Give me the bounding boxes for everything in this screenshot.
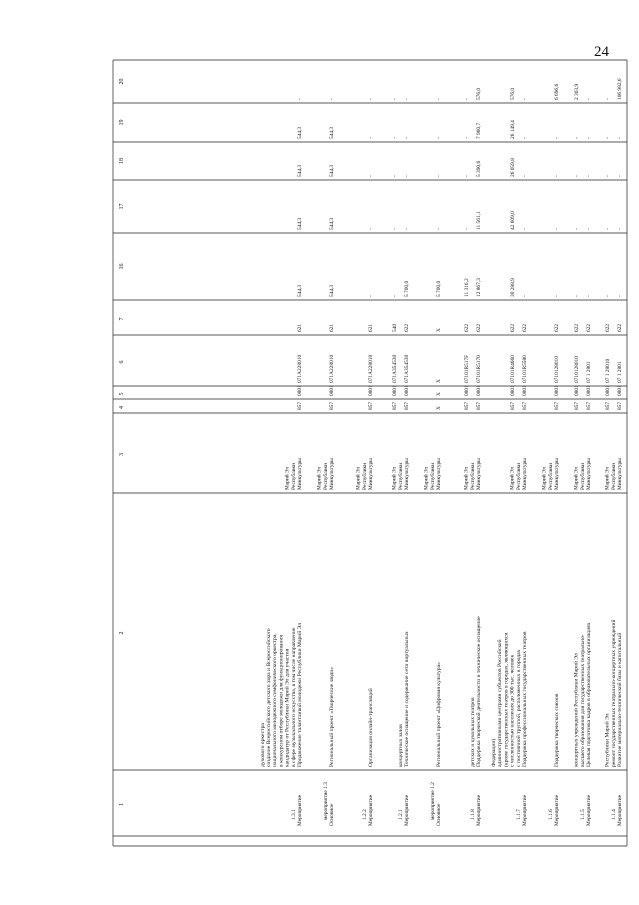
cell-c5: 0801 — [510, 385, 516, 396]
cell-c2: концертных учреждений Республики Марий Эл — [573, 653, 580, 767]
cell-c16: - — [368, 295, 374, 297]
cell-c18: - — [617, 175, 623, 177]
column-header: 5 — [119, 392, 125, 396]
cell-c4: 857 — [464, 401, 470, 410]
table-text — [119, 78, 623, 826]
cell-c6: 07 1 2801 — [617, 361, 623, 383]
cell-c1: 1.1.7 — [515, 809, 522, 820]
cell-c2: Поддержка творческой деятельности и техническое оснащение — [476, 616, 482, 767]
cell-c6: 0710128010 — [554, 356, 560, 383]
cell-c19: - — [404, 137, 410, 139]
cell-c6: 071A354530 — [404, 354, 410, 383]
cell-c4: 857 — [554, 401, 560, 410]
cell-c2: Региональный проект «Цифровая культура» — [436, 662, 442, 767]
cell-c19: - — [554, 137, 560, 139]
cell-c2: кандидатур от Республики Марий Эл для участия — [284, 648, 291, 767]
cell-c1: Мероприятие — [554, 794, 560, 826]
cell-c16: - — [574, 295, 580, 297]
cell-c6: 07 1 2801 — [586, 361, 592, 383]
cell-c1: Мероприятие — [617, 794, 623, 826]
cell-c16: 544,3 — [297, 284, 303, 297]
cell-c6: 0710128010 — [574, 356, 580, 383]
cell-c4: 857 — [586, 401, 592, 410]
cell-c3: Минкультуры — [476, 458, 482, 490]
cell-c3: Марий Эл — [355, 466, 362, 490]
cell-c3: Минкультуры — [554, 458, 560, 490]
cell-c20: 6 696,6 — [554, 83, 560, 100]
cell-c4: 857 — [617, 401, 623, 410]
cell-c17: - — [586, 228, 592, 230]
cell-c1: 1.2.1 — [397, 809, 404, 820]
cell-c7: 622 — [554, 323, 560, 332]
cell-c19: 544,3 — [329, 126, 335, 139]
cell-c3: Минкультуры — [436, 458, 442, 490]
cell-c18: - — [436, 175, 442, 177]
cell-c5: 0801 — [586, 385, 592, 396]
cell-c5: 0801 — [476, 385, 482, 396]
cell-c2: (кроме государственных театров в городах, являющихся — [503, 632, 510, 767]
cell-c7: 622 — [617, 323, 623, 332]
cell-c6: 07101R4660 — [510, 355, 516, 383]
cell-c17: - — [436, 228, 442, 230]
cell-c18: - — [605, 175, 611, 177]
cell-c20: - — [368, 98, 374, 100]
cell-c5: 0801 — [329, 385, 335, 396]
cell-c17: - — [574, 228, 580, 230]
cell-c17: - — [554, 228, 560, 230]
cell-c5: 0801 — [605, 385, 611, 396]
cell-c3: Республики — [397, 462, 404, 490]
cell-c3: Марий Эл — [391, 466, 398, 490]
cell-c19: - — [464, 137, 470, 139]
cell-c20: - — [297, 98, 303, 100]
cell-c6: 07 1 28010 — [605, 358, 611, 383]
cell-c7: 622 — [404, 323, 410, 332]
column-header: 17 — [119, 203, 125, 210]
cell-c2: Поддержка профессиональных государственных театров — [522, 631, 528, 767]
column-header: 19 — [119, 119, 125, 126]
cell-c7: 622 — [574, 323, 580, 332]
cell-c2: национального молодежного симфонического оркестра, — [272, 633, 279, 767]
column-header: 7 — [119, 317, 125, 321]
cell-c5: 0801 — [554, 385, 560, 396]
cell-c6: 07101R517F — [464, 354, 470, 383]
cell-c16: - — [586, 295, 592, 297]
cell-c20: - — [329, 98, 335, 100]
cell-c4: 857 — [522, 401, 528, 410]
cell-c6: 071A228010 — [297, 354, 303, 383]
cell-c19: - — [574, 137, 580, 139]
cell-c2: Целевая подготовка кадров в образовательных организациях — [586, 622, 592, 767]
cell-c3: Республики — [361, 462, 368, 490]
cell-c3: Минкультуры — [329, 458, 335, 490]
cell-c5: 0801 — [404, 385, 410, 396]
cell-c3: Республики — [515, 462, 522, 490]
column-header: 16 — [119, 263, 125, 270]
cell-c1: 1.3.1 — [290, 809, 297, 820]
cell-c20: - — [586, 98, 592, 100]
cell-c7: Х — [436, 328, 442, 332]
cell-c2: с постоянной труппой, расположенных в городах — [515, 649, 522, 767]
cell-c2: Республики Марий Эл — [604, 713, 611, 767]
cell-c16: 30 288,9 — [510, 278, 516, 297]
cell-c16: - — [605, 295, 611, 297]
cell-c4: 857 — [605, 401, 611, 410]
column-header: 6 — [119, 360, 125, 364]
cell-c20: 576,0 — [476, 87, 482, 100]
cell-c4: 857 — [297, 401, 303, 410]
column-header: 2 — [119, 631, 125, 635]
cell-c4: 857 — [368, 401, 374, 410]
cell-c1: 1.2.2 — [361, 809, 368, 820]
cell-c2: создание Всероссийского детского хора и Всероссийского — [266, 628, 272, 767]
cell-c2: высшего образования для государственных театрально- — [579, 634, 586, 767]
cell-c3: Минкультуры — [617, 458, 623, 490]
cell-c6: 071A354530 — [392, 354, 398, 383]
cell-c5: 0801 — [464, 385, 470, 396]
cell-c1: 1.1.6 — [547, 809, 554, 820]
cell-c18: 5 390,6 — [476, 160, 482, 177]
cell-c7: 621 — [368, 323, 374, 332]
cell-c5: 0801 — [574, 385, 580, 396]
column-header: 3 — [119, 453, 125, 456]
cell-c3: Минкультуры — [522, 458, 528, 490]
cell-c20: - — [522, 98, 528, 100]
cell-c3: Минкультуры — [297, 458, 303, 490]
cell-c2: Федерации) — [491, 738, 497, 767]
cell-c17: - — [617, 228, 623, 230]
cell-c18: 544,3 — [329, 164, 335, 177]
cell-c19: - — [392, 137, 398, 139]
cell-c17: 544,3 — [297, 217, 303, 230]
cell-c4: 857 — [476, 401, 482, 410]
cell-c2: детских и кукольных театров — [469, 697, 476, 767]
cell-c3: Марий Эл — [573, 466, 580, 490]
cell-c4: Х — [436, 406, 442, 410]
cell-c6: 07101R5170 — [476, 355, 482, 383]
cell-c18: - — [522, 175, 528, 177]
column-header: 18 — [119, 158, 125, 164]
cell-c4: 857 — [574, 401, 580, 410]
cell-c5: 0801 — [392, 385, 398, 396]
cell-c4: 857 — [392, 401, 398, 410]
cell-c2: Развитие материально-технической базы и капитальный — [617, 632, 623, 767]
cell-c7: 621 — [297, 323, 303, 332]
cell-c1: мероприятие 1.2 — [429, 782, 436, 820]
cell-c4: 857 — [404, 401, 410, 410]
cell-c19: - — [522, 137, 528, 139]
cell-c19: 26 149,4 — [510, 120, 516, 139]
cell-c5: 0801 — [297, 385, 303, 396]
cell-c3: Республики — [547, 462, 554, 490]
cell-c17: 42 609,0 — [510, 211, 516, 230]
cell-c3: Марий Эл — [284, 466, 291, 490]
column-header: 1 — [119, 803, 125, 806]
cell-c19: 7 960,7 — [476, 122, 482, 139]
cell-c3: Марий Эл — [423, 466, 430, 490]
cell-c6: 07101R5580 — [522, 355, 528, 383]
cell-c16: 5 700,0 — [436, 280, 442, 297]
cell-c7: 622 — [605, 323, 611, 332]
cell-c5: 0801 — [522, 385, 528, 396]
cell-c1: Основное — [436, 803, 442, 826]
cell-c17: - — [522, 228, 528, 230]
cell-c18: - — [574, 175, 580, 177]
cell-c2: духового оркестра — [259, 723, 266, 767]
cell-c19: - — [368, 137, 374, 139]
cell-c2: концертных залов — [397, 724, 404, 767]
cell-c19: 544,3 — [297, 126, 303, 139]
cell-c19: - — [586, 137, 592, 139]
cell-c1: 1.1.5 — [579, 809, 586, 820]
cell-c18: - — [464, 175, 470, 177]
cell-c1: мероприятие 1.3 — [322, 782, 329, 820]
cell-c1: Мероприятие — [404, 794, 410, 826]
cell-c2: Региональный проект «Творческие люди» — [329, 666, 335, 767]
cell-c16: - — [522, 295, 528, 297]
cell-c7: 622 — [522, 323, 528, 332]
cell-c17: - — [464, 228, 470, 230]
cell-c17: - — [605, 228, 611, 230]
cell-c1: Мероприятие — [586, 794, 592, 826]
cell-c17: - — [404, 228, 410, 230]
cell-c3: Республики — [610, 462, 617, 490]
cell-c20: - — [605, 98, 611, 100]
cell-c7: 622 — [464, 323, 470, 332]
cell-c20: - — [404, 98, 410, 100]
cell-c2: Техническое оснащение и содержание сети виртуальных — [404, 631, 410, 767]
cell-c16: - — [617, 295, 623, 297]
cell-c20: 576,0 — [510, 87, 516, 100]
cell-c16: - — [554, 295, 560, 297]
cell-c18: 26 059,8 — [510, 158, 516, 177]
cell-c6: 071A228010 — [329, 354, 335, 383]
cell-c5: 0801 — [368, 385, 374, 396]
cell-c18: - — [554, 175, 560, 177]
cell-c1: Мероприятие — [522, 794, 528, 826]
cell-c18: - — [368, 175, 374, 177]
cell-c7: 621 — [329, 323, 335, 332]
cell-c16: 5 700,0 — [404, 280, 410, 297]
cell-c17: - — [368, 228, 374, 230]
cell-c16: 544,3 — [329, 284, 335, 297]
cell-c16: - — [392, 295, 398, 297]
cell-c1: Мероприятие — [476, 794, 482, 826]
cell-c2: Организация онлайн-трансляций — [368, 688, 374, 767]
cell-c3: Республики — [469, 462, 476, 490]
cell-c3: Минкультуры — [368, 458, 374, 490]
cell-c20: - — [464, 98, 470, 100]
cell-c17: 11 561,1 — [476, 211, 482, 230]
cell-c17: - — [392, 228, 398, 230]
cell-c16: 11 316,2 — [464, 278, 470, 297]
cell-c3: Марий Эл — [463, 466, 470, 490]
cell-c3: Минкультуры — [404, 458, 410, 490]
cell-c2: ремонт государственных театрально-концертных учреждений — [610, 619, 617, 767]
cell-c3: Республики — [579, 462, 586, 490]
cell-c19: - — [436, 137, 442, 139]
cell-c6: 071A228010 — [368, 354, 374, 383]
cell-c3: Марий Эл — [541, 466, 548, 490]
cell-c3: Марий Эл — [316, 466, 323, 490]
cell-c2: с численностью населения до 300 тыс. человек — [509, 654, 516, 767]
cell-c20: - — [436, 98, 442, 100]
cell-c19: - — [605, 137, 611, 139]
cell-c3: Республики — [290, 462, 297, 490]
cell-c20: - — [392, 98, 398, 100]
cell-c20: 2 303,9 — [574, 83, 580, 100]
cell-c17: 544,3 — [329, 217, 335, 230]
cell-c3: Минкультуры — [586, 458, 592, 490]
cell-c7: 540 — [392, 323, 398, 332]
cell-c7: 622 — [476, 323, 482, 332]
cell-c18: - — [404, 175, 410, 177]
cell-c18: 544,3 — [297, 164, 303, 177]
cell-c4: 857 — [329, 401, 335, 410]
cell-c18: - — [586, 175, 592, 177]
cell-c1: Основное — [329, 803, 335, 826]
cell-c6: Х — [436, 379, 442, 383]
cell-c20: 106 982,6 — [617, 78, 623, 100]
cell-c16: 12 867,3 — [476, 278, 482, 297]
cell-c19: - — [617, 137, 623, 139]
cell-c1: Мероприятие — [368, 794, 374, 826]
page-number: 24 — [594, 44, 609, 60]
cell-c4: 857 — [510, 401, 516, 410]
cell-c1: 1.1.4 — [610, 809, 617, 820]
cell-c18: - — [392, 175, 398, 177]
cell-c5: 0801 — [617, 385, 623, 396]
cell-c2: административными центрами субъектов Российской — [497, 639, 504, 767]
cell-c1: 1.1.8 — [469, 809, 476, 820]
cell-c2: Поддержка творческих союзов — [554, 693, 560, 767]
cell-c3: Марий Эл — [509, 466, 516, 490]
cell-c1: Мероприятие — [297, 794, 303, 826]
cell-c7: 622 — [510, 323, 516, 332]
cell-c5: Х — [436, 392, 442, 396]
cell-c2: в сфере музыкального искусства, в том числе направление — [290, 627, 297, 767]
column-header: 4 — [119, 406, 125, 409]
cell-c2: в конкурсном отборе молодежи для функционирования — [278, 635, 285, 767]
cell-c7: 622 — [586, 323, 592, 332]
cell-c2: Продвижение талантливой молодежи Республики Марий Эл — [297, 622, 303, 767]
cell-c3: Республики — [322, 462, 329, 490]
cell-c3: Республики — [429, 462, 436, 490]
column-header: 20 — [119, 78, 125, 85]
cell-c3: Марий Эл — [604, 466, 611, 490]
